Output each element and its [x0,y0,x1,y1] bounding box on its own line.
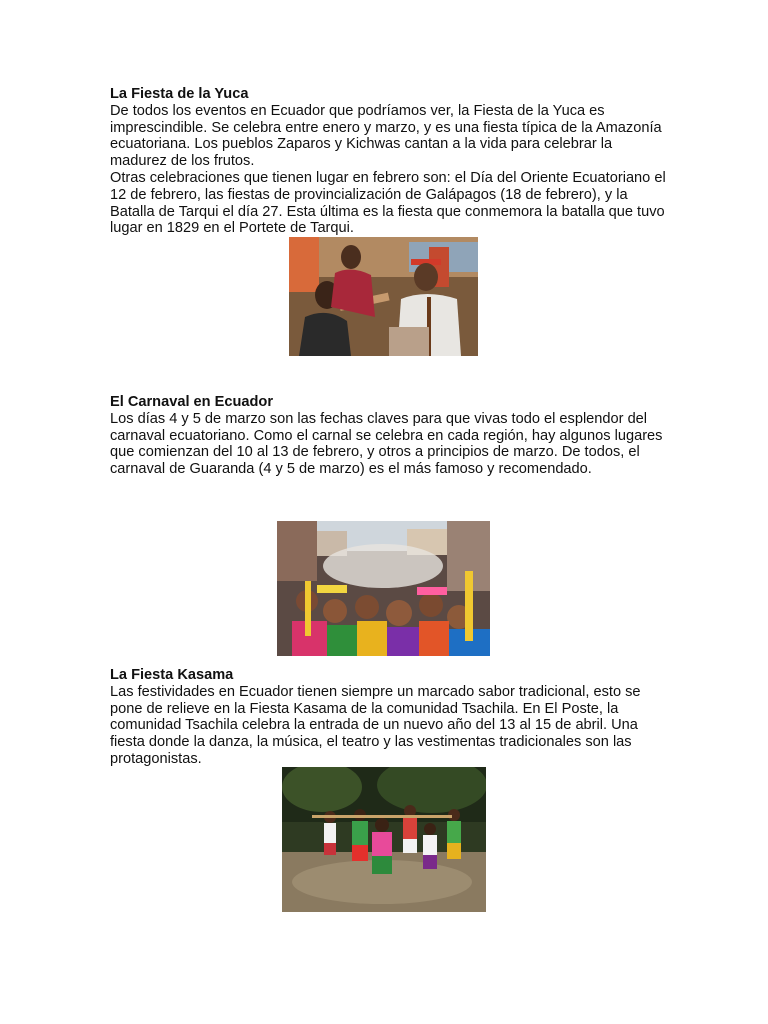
section-paragraph: Los días 4 y 5 de marzo son las fechas claves para que vivas todo el esplendor del carnaval ecuatoriano. Como el carnal se celebra en cada región, hay algunos lugares que comienzan del 10 al 13 de febrero, y otros a principios de marzo. De todos, el carnaval de Guaranda (4 y 5 de marzo) es el más famoso y recomendado. [110,410,663,478]
section-carnaval-ecuador [110,394,670,478]
section-title: La Fiesta Kasama [110,667,234,683]
section-fiesta-yuca [110,86,670,237]
section-paragraph: De todos los eventos en Ecuador que podríamos ver, la Fiesta de la Yuca es imprescindible. Se celebra entre enero y marzo, y es una fiesta típica de la Amazonía ecuatoriana. Los pueblos Zaparos y Kichwas cantan a la vida para celebrar la madurez de los frutos. [110,102,662,170]
section-title: La Fiesta de la Yuca [110,86,249,102]
fiesta-kasama-photo [282,767,486,912]
section-paragraph: Otras celebraciones que tienen lugar en febrero son: el Día del Oriente Ecuatoriano el 12 de febrero, las fiestas de provincialización de Galápagos (18 de febrero), y la Batalla de Tarqui el día 27. Esta última es la fiesta que conmemora la batalla que tuvo lugar en 1829 en el Portete de Tarqui. [110,169,666,237]
section-paragraph: Las festividades en Ecuador tienen siempre un marcado sabor tradicional, esto se pone de relieve en la Fiesta Kasama de la comunidad Tsachila. En El Poste, la comunidad Tsachila celebra la entrada de un nuevo año del 13 al 15 de abril. Una fiesta donde la danza, la música, el teatro y las vestimentas tradicionales son las protagonistas. [110,683,641,767]
section-title: El Carnaval en Ecuador [110,394,274,410]
section-fiesta-kasama [110,667,670,768]
carnaval-photo [277,521,490,656]
fiesta-yuca-photo [289,237,478,356]
